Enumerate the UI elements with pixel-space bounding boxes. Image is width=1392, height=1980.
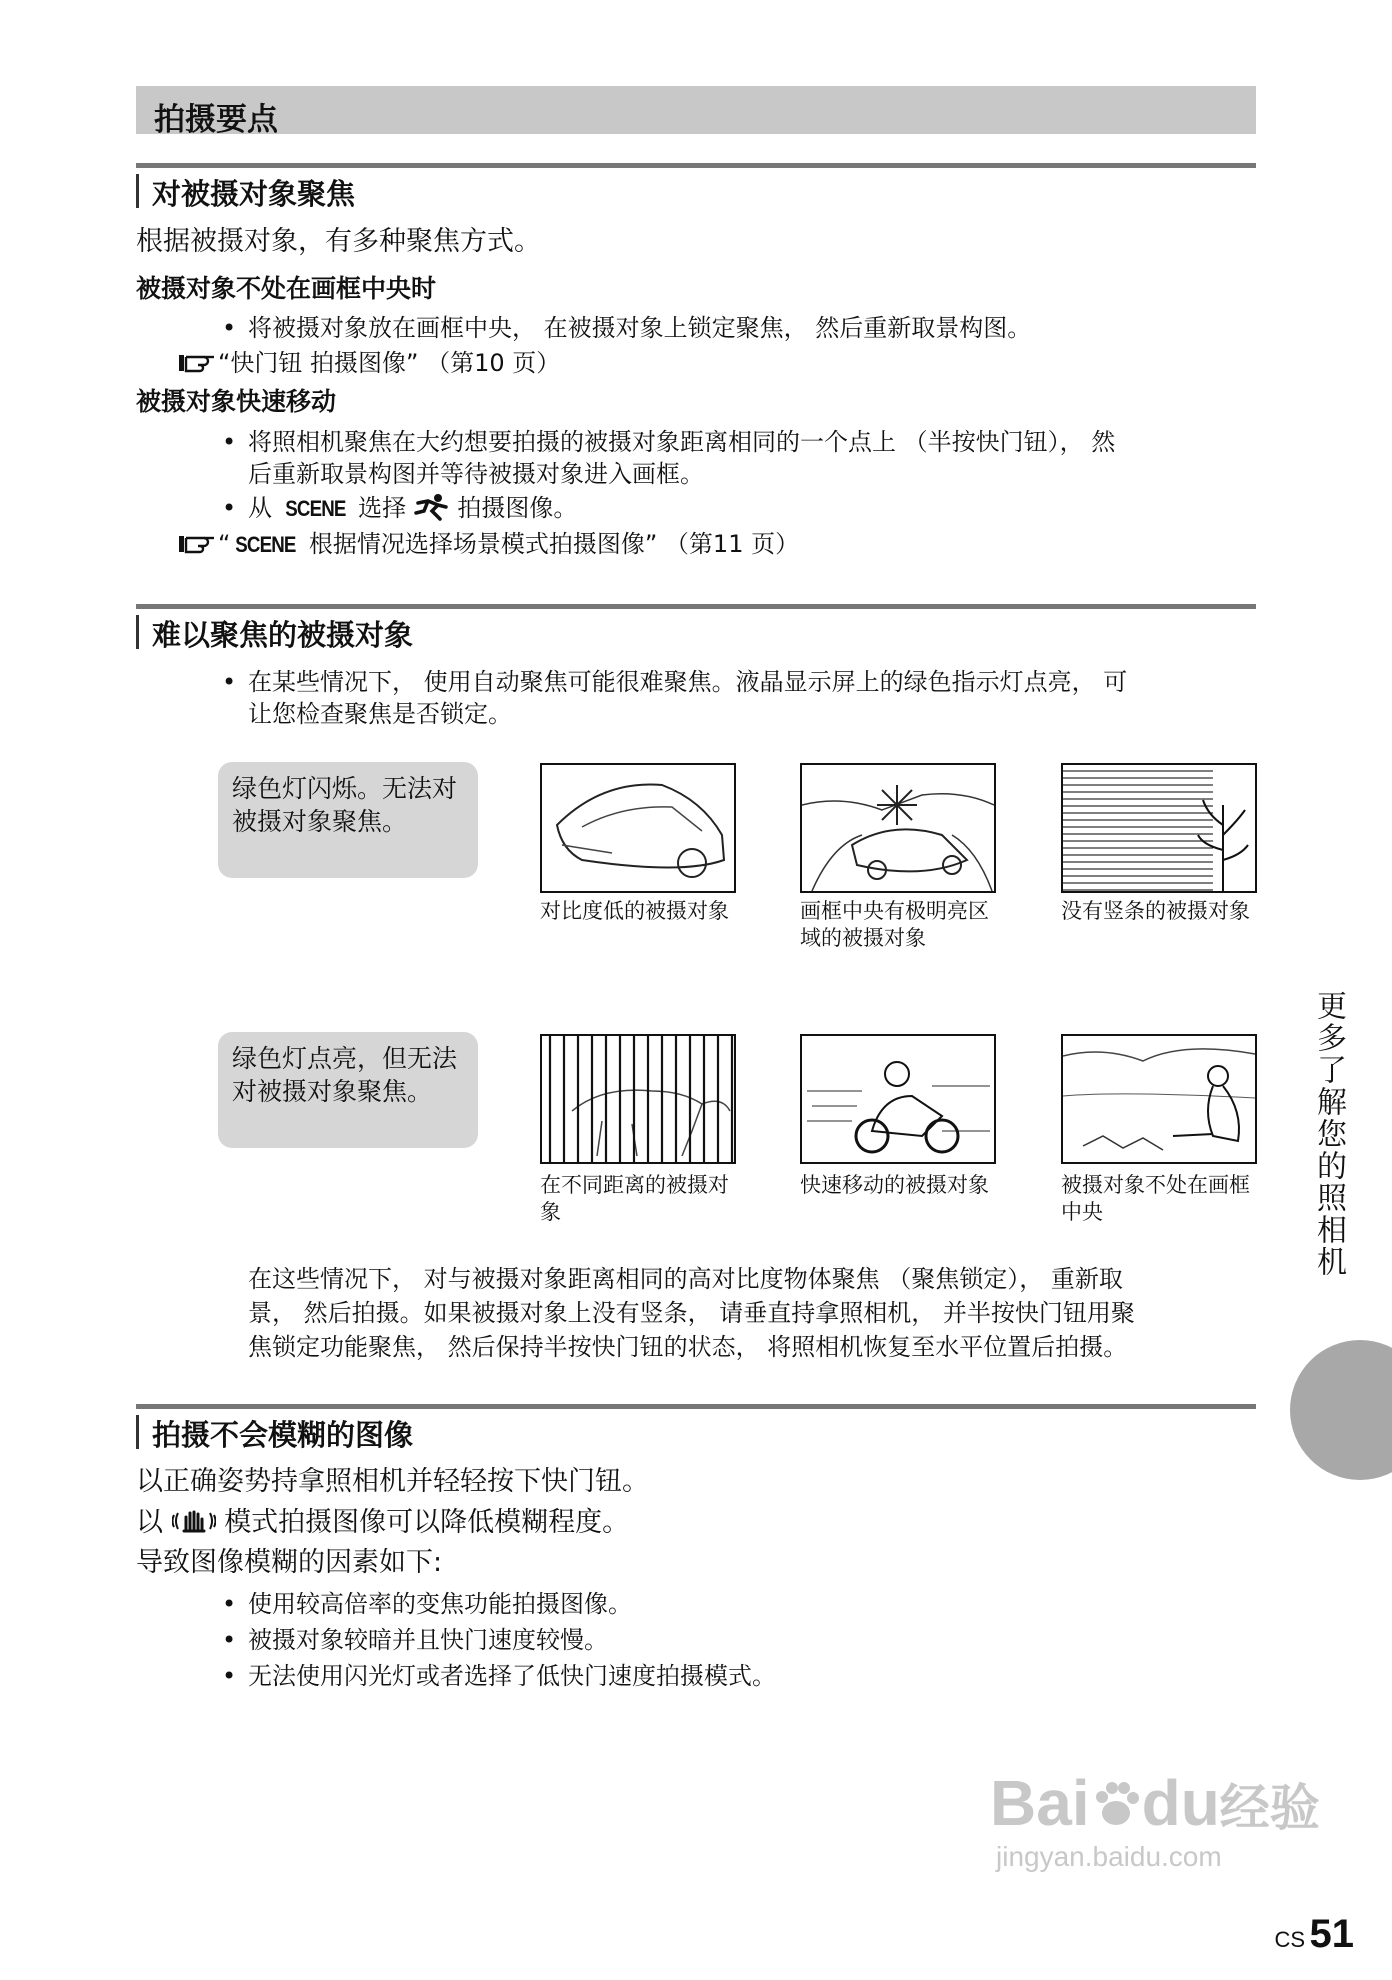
bullet-item: • 从 SCENE 选择 拍摄图像。 [248,492,1258,525]
example-image-no-vertical-lines [1061,763,1257,893]
section-title: 对被摄对象聚焦 [152,177,356,211]
example-image-low-contrast [540,763,736,893]
section-paragraph: 在这些情况下， 对与被摄对象距离相同的高对比度物体聚焦 （聚焦锁定）， 重新取 景， 然后拍摄。如果被摄对象上没有竖条， 请垂直持拿照相机， 并半按快门钮用聚 焦锁定功能聚焦， 然后保持半按快门钮的状态， 将照相机恢复至水平位置后拍摄。 [248,1265,1135,1361]
bullet-item: • 将被摄对象放在画框中央， 在被摄对象上锁定聚焦， 然后重新取景构图。 [222,314,1032,342]
image-caption: 被摄对象不处在画框中央 [1061,1173,1250,1224]
scene-mode-label: SCENE [284,496,346,521]
sport-mode-icon [414,493,450,521]
image-caption: 快速移动的被摄对象 [800,1173,989,1197]
image-caption: 在不同距离的被摄对象 [540,1173,729,1224]
bullet-item: • 使用较高倍率的变焦功能拍摄图像。 [222,1590,632,1618]
section-title: 难以聚焦的被摄对象 [152,618,414,652]
page-number: CS 51 [1274,1912,1354,1956]
example-image-fast-motion [800,1034,996,1164]
section-title: 拍摄不会模糊的图像 [152,1418,414,1452]
bullet-item: • 在某些情况下， 使用自动聚焦可能很难聚焦。液晶显示屏上的绿色指示灯点亮， 可 让您检查聚焦是否锁定。 [222,668,1128,728]
main-header [136,86,1256,138]
reference-hand-icon [178,533,218,555]
watermark: Bai du经验 jingyan.baidu.com [990,1767,1320,1872]
section-text: 以 模式拍摄图像可以降低模糊程度。 [136,1507,630,1538]
section-header-focus [136,163,1256,211]
example-image-bright-center [800,763,996,893]
paw-icon [1090,1779,1142,1831]
page-reference: “快门钮 拍摄图像” （第10 页） [178,347,560,379]
page-reference: “ SCENE 根据情况选择场景模式拍摄图像” （第11 页） [178,528,799,561]
section-intro: 根据被摄对象，有多种聚焦方式。 [136,226,541,257]
example-image-different-distances [540,1034,736,1164]
subheading: 被摄对象不处在画框中央时 [136,274,437,303]
section-header-no-blur [136,1404,1256,1452]
page-title: 拍摄要点 [154,102,278,138]
section-header-hard-focus [136,604,1256,652]
section-text: 以正确姿势持拿照相机并轻轻按下快门钮。 [136,1466,649,1497]
chapter-side-label: 更多了解您的照相机 [1311,990,1346,1278]
image-caption: 画框中央有极明亮区域的被摄对象 [800,899,989,950]
image-caption: 对比度低的被摄对象 [540,899,729,923]
status-box-lit: 绿色灯点亮，但无法对被摄对象聚焦。 [218,1032,478,1148]
reference-hand-icon [178,352,218,374]
bullet-item: • 无法使用闪光灯或者选择了低快门速度拍摄模式。 [222,1662,776,1690]
bullet-item: • 将照相机聚焦在大约想要拍摄的被摄对象距离相同的一个点上 （半按快门钮）， 然 后重新取景构图并等待被摄对象进入画框。 [222,428,1116,488]
chapter-tab [1290,1340,1392,1480]
subheading: 被摄对象快速移动 [136,387,337,416]
example-image-off-center [1061,1034,1257,1164]
section-text: 导致图像模糊的因素如下: [136,1547,443,1578]
status-box-blinking: 绿色灯闪烁。无法对被摄对象聚焦。 [218,762,478,878]
image-caption: 没有竖条的被摄对象 [1061,899,1250,923]
bullet-item: • 被摄对象较暗并且快门速度较慢。 [222,1626,608,1654]
image-stabilization-icon [172,1507,216,1535]
